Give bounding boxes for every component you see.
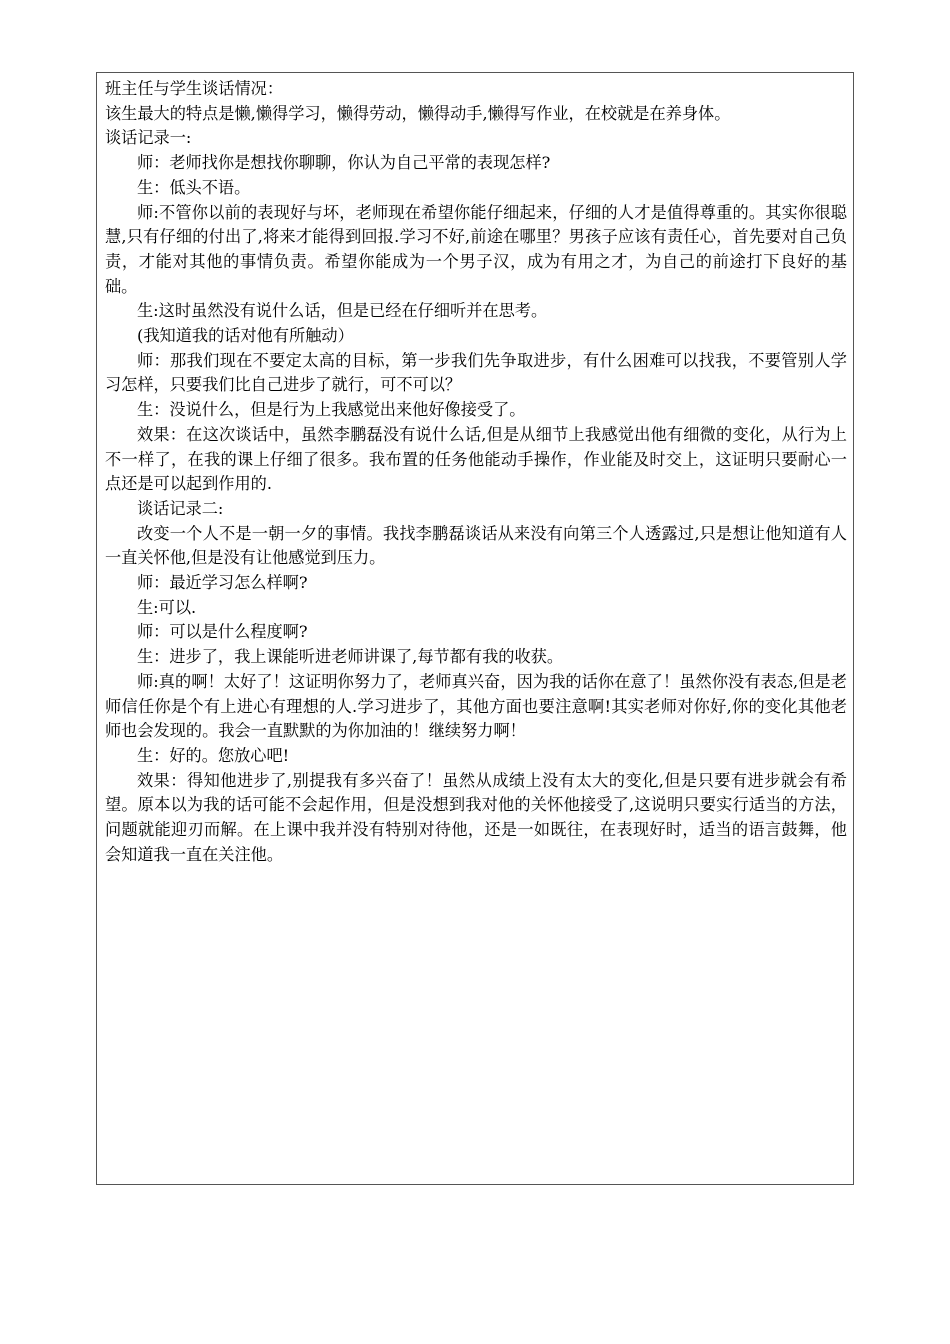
student-summary: 该生最大的特点是懒,懒得学习，懒得劳动，懒得动手,懒得写作业，在校就是在养身体。: [105, 103, 731, 123]
dialogue-line: 生:可以.: [137, 597, 197, 617]
effect-paragraph: 效果：得知他进步了,别提我有多兴奋了！虽然从成绩上没有太大的变化,但是只要有进步就会有希望。原本以为我的话可能不会起作用，但是没想到我对他的关怀他接受了,这说明只要实行适当的方法，问题就能迎刃而解。在上课中我并没有特别对待他，还是一如既往，在表现好时，适当的语言鼓舞，他会知道我一直在关注他。: [105, 770, 847, 864]
dialogue-line: 师:真的啊！太好了！这证明你努力了，老师真兴奋，因为我的话你在意了！虽然你没有表态,但是老师信任你是个有上进心有理想的人.学习进步了，其他方面也要注意啊!其实老师对你好,你的变化其他老师也会发现的。我会一直默默的为你加油的！继续努力啊！: [105, 671, 847, 741]
dialogue-line: 生：好的。您放心吧!: [137, 745, 290, 765]
dialogue-line: 师：老师找你是想找你聊聊，你认为自己平常的表现怎样?: [137, 153, 551, 173]
effect-paragraph: 效果：在这次谈话中，虽然李鹏磊没有说什么话,但是从细节上我感觉出他有细微的变化，从行为上不一样了，在我的课上仔细了很多。我布置的任务他能动手操作，作业能及时交上，这证明只要耐心一点还是可以起到作用的.: [105, 424, 847, 494]
document-heading: 班主任与学生谈话情况：: [105, 79, 284, 98]
document-content: [105, 77, 847, 868]
dialogue-line: 师:不管你以前的表现好与坏，老师现在希望你能仔细起来，仔细的人才是值得尊重的。其实你很聪慧,只有仔细的付出了,将来才能得到回报.学习不好,前途在哪里？男孩子应该有责任心，首先要对自己负责，才能对其他的事情负责。希望你能成为一个男子汉，成为有用之才，为自己的前途打下良好的基础。: [105, 202, 847, 296]
dialogue-line: 师：最近学习怎么样啊?: [137, 573, 308, 593]
intro-paragraph: 改变一个人不是一朝一夕的事情。我找李鹏磊谈话从来没有向第三个人透露过,只是想让他知道有人一直关怀他,但是没有让他感觉到压力。: [105, 523, 847, 568]
dialogue-line: 生:这时虽然没有说什么话，但是已经在仔细听并在思考。: [137, 301, 548, 321]
dialogue-line: 生：低头不语。: [137, 177, 251, 197]
teacher-note: (我知道我的话对他有所触动）: [137, 326, 354, 346]
record-2-title: 谈话记录二:: [137, 498, 224, 518]
dialogue-line: 生：没说什么，但是行为上我感觉出来他好像接受了。: [137, 400, 526, 420]
dialogue-line: 生：进步了，我上课能听进老师讲课了,每节都有我的收获。: [137, 647, 564, 667]
dialogue-line: 师：可以是什么程度啊?: [137, 622, 308, 642]
document-table-cell: [96, 72, 854, 1185]
dialogue-line: 师：那我们现在不要定太高的目标，第一步我们先争取进步，有什么困难可以找我，不要管别人学习怎样，只要我们比自己进步了就行，可不可以？: [105, 350, 847, 395]
record-1-title: 谈话记录一:: [105, 128, 192, 148]
